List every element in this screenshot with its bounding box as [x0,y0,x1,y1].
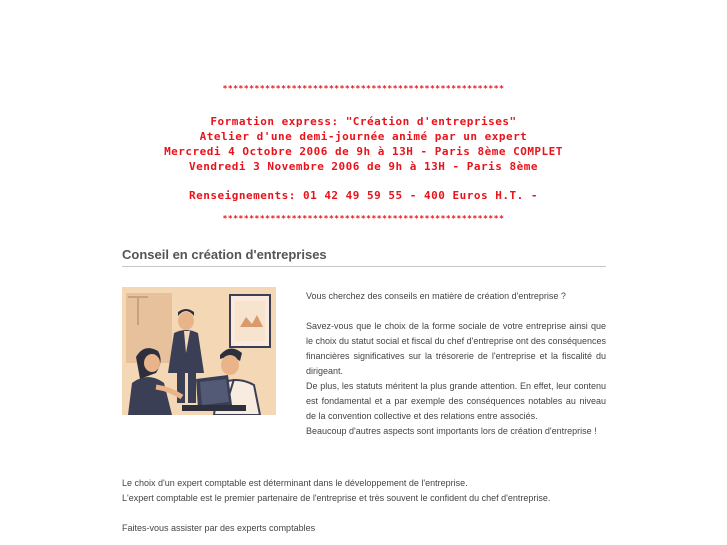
paragraph-expert-choice: Le choix d'un expert comptable est déterminant dans le développement de l'entreprise. [122,478,468,488]
paragraph-other-aspects: Beaucoup d'autres aspects sont importants lors de création d'entreprise ! [306,426,597,436]
paragraph-expert-partner: L'expert comptable est le premier partenaire de l'entreprise et très souvent le confident du chef d'entreprise. [122,493,551,503]
paragraph-statutes: De plus, les statuts méritent la plus grande attention. En effet, leur contenu est fondamental et a par exemple des conséquences notables au niveau de la convention collective et des relations entre associés. [306,381,606,421]
promo-line-date-1: Mercredi 4 Octobre 2006 de 9h à 13H - Paris 8ème COMPLET [164,145,563,158]
section-divider [122,266,606,267]
promo-stars-top: ***************************************************** [222,84,505,93]
expert-text [122,476,606,536]
section-title: Conseil en création d'entreprises [122,247,327,262]
business-meeting-illustration [122,287,276,415]
promo-stars-bottom: ***************************************************** [222,214,505,223]
promo-info-line: Renseignements: 01 42 49 59 55 - 400 Euros H.T. - [188,189,538,202]
promo-line-date-2: Vendredi 3 Novembre 2006 de 9h à 13H - Paris 8ème [188,160,538,173]
intro-question: Vous cherchez des conseils en matière de création d'entreprise ? [306,291,566,301]
paragraph-call-to-action: Faites-vous assister par des experts comptables [122,523,316,533]
promo-line-title: Formation express: "Création d'entreprises" [210,115,517,128]
intro-text [306,289,606,439]
promo-line-subtitle: Atelier d'une demi-journée animé par un expert [199,130,528,143]
promo-block [0,114,727,174]
paragraph-legal-form: Savez-vous que le choix de la forme sociale de votre entreprise ainsi que le choix du statut social et fiscal du chef d'entreprise ont des conséquences financières significatives sur la trésorerie de l'entreprise et la fiscalité du dirigeant. [306,321,606,376]
